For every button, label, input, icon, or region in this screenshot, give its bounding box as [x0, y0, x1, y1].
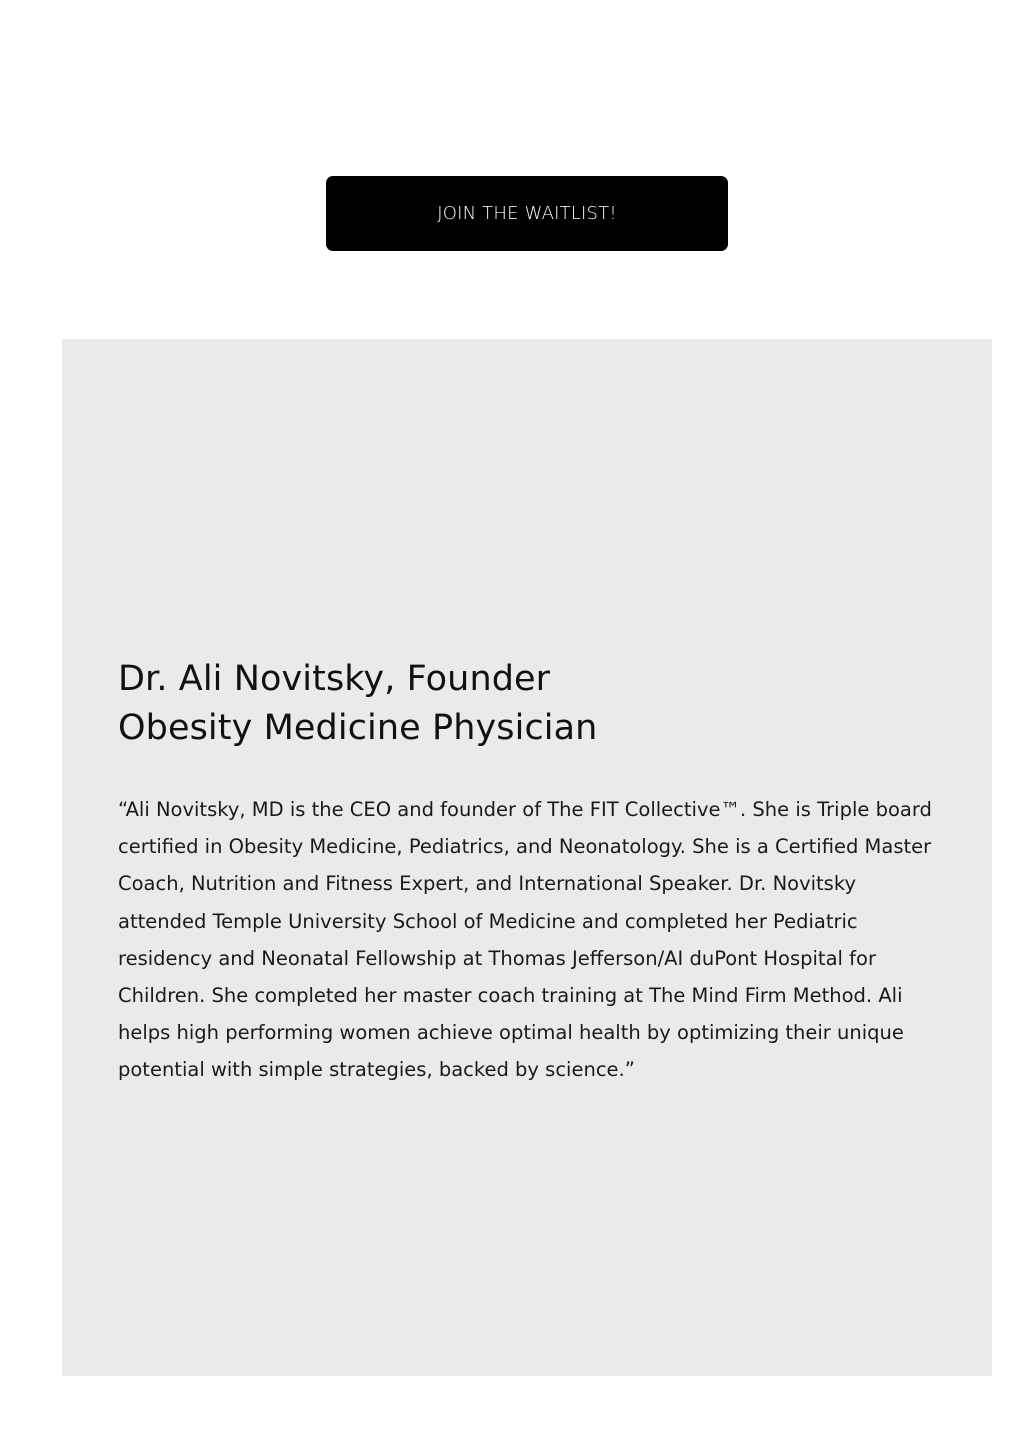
- founder-name: Dr. Ali Novitsky, Founder: [118, 659, 551, 699]
- founder-bio-text: “Ali Novitsky, MD is the CEO and founder of The FIT Collective™. She is Triple board certified in Obesity Medicine, Pediatrics, and Neonatology. She is a Certified Master Coach, Nutrition and Fitness Expert, and International Speaker. Dr. Novitsky attended Temple University School of Medicine and completed her Pediatric residency and Neonatal Fellowship at Thomas Jefferson/AI duPont Hospital for Children. She completed her master coach training at The Mind Firm Method. Ali helps high performing women achieve optimal health by optimizing their unique potential with simple strategies, backed by science.”: [118, 798, 932, 1082]
- founder-bio-section: [62, 339, 992, 1376]
- founder-role: Obesity Medicine Physician: [118, 708, 598, 748]
- join-waitlist-button[interactable]: JOIN THE WAITLIST!: [326, 176, 728, 251]
- cta-container: [326, 176, 728, 251]
- founder-heading: [118, 655, 597, 753]
